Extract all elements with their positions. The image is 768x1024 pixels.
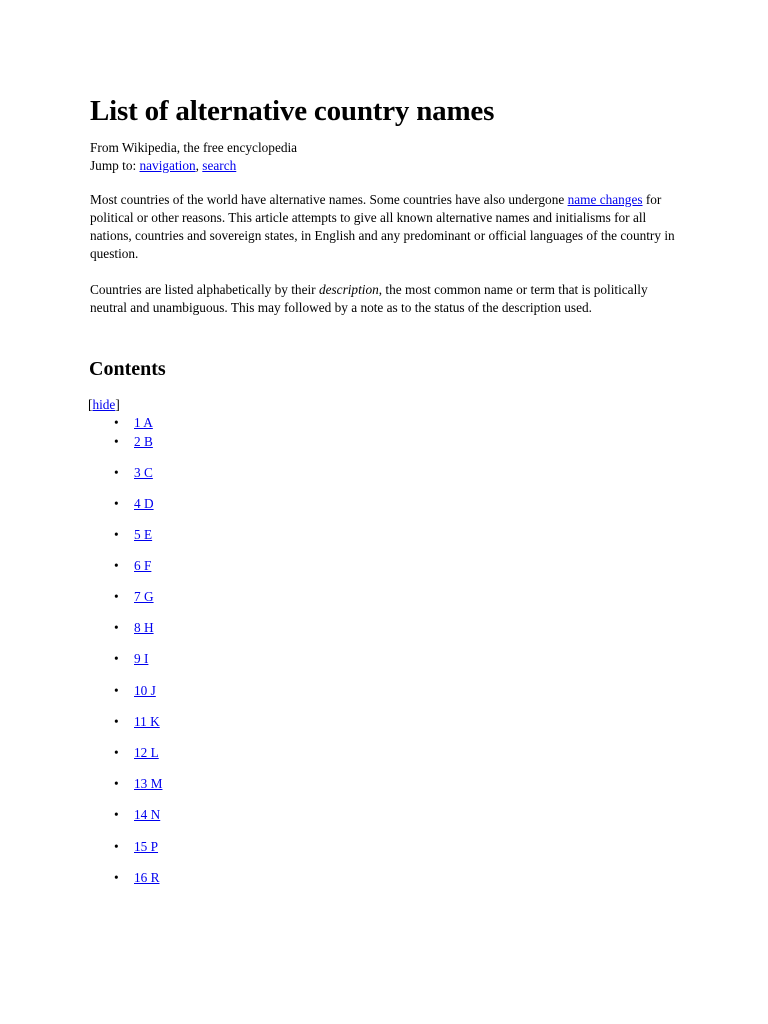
bullet-icon: •: [114, 434, 119, 449]
toc-link[interactable]: 13 M: [134, 776, 163, 791]
intro-p2-text-before: Countries are listed alphabetically by their: [90, 282, 319, 297]
toc-link[interactable]: 14 N: [134, 807, 161, 822]
description-term: description: [318, 282, 379, 297]
toc-link[interactable]: 1 A: [134, 415, 153, 430]
bullet-icon: •: [114, 870, 119, 885]
bullet-icon: •: [114, 807, 119, 822]
toc-item: [90, 713, 160, 731]
jump-links: [90, 157, 680, 175]
toc-link[interactable]: 6 F: [134, 558, 152, 573]
bullet-icon: •: [114, 651, 119, 666]
bullet-icon: •: [114, 558, 119, 573]
toc-link[interactable]: 5 E: [134, 527, 153, 542]
bullet-icon: •: [114, 683, 119, 698]
toc-bracket-open: [: [88, 397, 93, 412]
toc-item: [90, 650, 148, 668]
toc-item: [90, 806, 160, 824]
bullet-icon: •: [114, 745, 119, 760]
toc-item: [90, 744, 159, 762]
toc-link[interactable]: 7 G: [134, 589, 154, 604]
toc-item: [90, 838, 158, 856]
toc-item: [90, 526, 152, 544]
site-sub: From Wikipedia, the free encyclopedia: [90, 140, 298, 155]
bullet-icon: •: [114, 620, 119, 635]
toc-link[interactable]: 8 H: [134, 620, 154, 635]
bullet-icon: •: [114, 714, 119, 729]
toc-toggle: [88, 396, 120, 414]
toc-item: [90, 619, 154, 637]
page-title: List of alternative country names: [90, 95, 495, 127]
toc-item: [90, 557, 151, 575]
bullet-icon: •: [114, 839, 119, 854]
toc-link[interactable]: 10 J: [134, 683, 156, 698]
bullet-icon: •: [114, 527, 119, 542]
toc-item: [90, 588, 154, 606]
toc-bracket-close: ]: [115, 397, 120, 412]
intro-p1-text-after: for political or other reasons. This article attempts to give all known alternative names and initialisms for all nations, countries and sovereign states, in English and any predominant or official languages of the country in question.: [90, 192, 675, 261]
jump-to-label: Jump to:: [90, 158, 140, 173]
toc-link[interactable]: 12 L: [134, 745, 159, 760]
bullet-icon: •: [114, 776, 119, 791]
bullet-icon: •: [114, 465, 119, 480]
article: [88, 92, 680, 885]
toc-item: [90, 433, 153, 451]
toc-item: [90, 682, 156, 700]
toc-item: [90, 464, 153, 482]
bullet-icon: •: [114, 415, 119, 430]
toc-link[interactable]: 3 C: [134, 465, 153, 480]
toc-link[interactable]: 4 D: [134, 496, 154, 511]
hide-toc-link[interactable]: hide: [92, 397, 116, 412]
toc-link[interactable]: 11 K: [134, 714, 160, 729]
jump-search-link[interactable]: search: [202, 158, 237, 173]
toc-link[interactable]: 16 R: [134, 870, 160, 885]
toc-item: [90, 869, 160, 887]
toc-item: [90, 495, 154, 513]
toc-link[interactable]: 9 I: [134, 651, 149, 666]
intro-paragraph-1: [90, 191, 680, 263]
toc-item: [90, 414, 153, 432]
toc-link[interactable]: 2 B: [134, 434, 153, 449]
toc-item: [90, 775, 162, 793]
name-changes-link[interactable]: name changes: [567, 192, 643, 207]
intro-p1-text-before: Most countries of the world have alternative names. Some countries have also undergone: [90, 192, 568, 207]
intro-paragraph-2: [90, 281, 680, 317]
contents-heading: Contents: [89, 358, 166, 380]
bullet-icon: •: [114, 496, 119, 511]
jump-separator: ,: [195, 158, 203, 173]
jump-navigation-link[interactable]: navigation: [139, 158, 196, 173]
intro-p2-text-after: , the most common name or term that is politically neutral and unambiguous. This may followed by a note as to the status of the description used.: [90, 282, 648, 315]
toc-link[interactable]: 15 P: [134, 839, 159, 854]
bullet-icon: •: [114, 589, 119, 604]
